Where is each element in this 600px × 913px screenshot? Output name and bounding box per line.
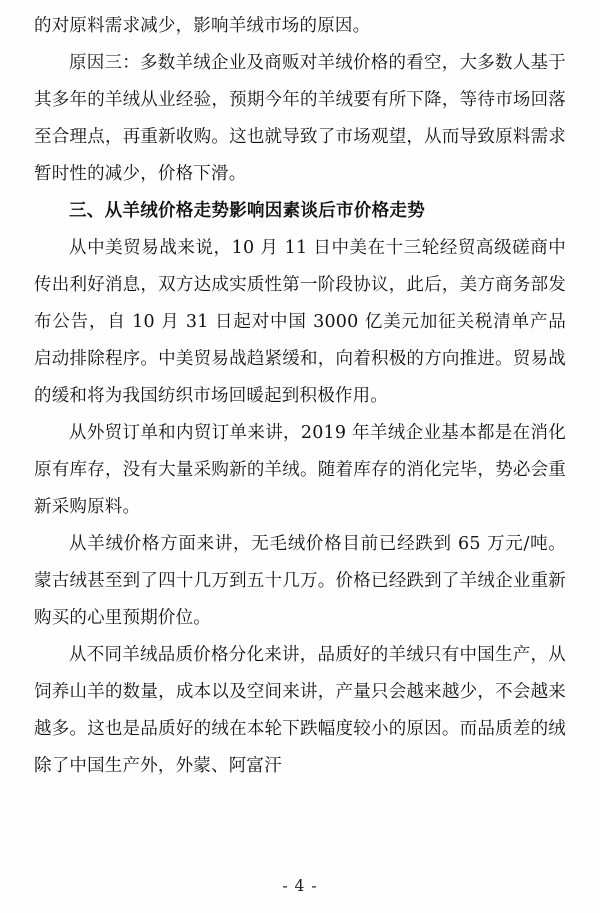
page-number: - 4 - — [282, 877, 318, 895]
paragraph-price: 从羊绒价格方面来讲，无毛绒价格目前已经跌到 65 万元/吨。蒙古绒甚至到了四十几万到五十几万。价格已经跌到了羊绒企业重新购买的心里预期价位。 — [34, 534, 566, 628]
paragraph-quality: 从不同羊绒品质价格分化来讲，品质好的羊绒只有中国生产，从饲养山羊的数量，成本以及空间来讲，产量只会越来越少，不会越来越多。这也是品质好的绒在本轮下跌幅度较小的原因。而品质差的绒除了中国生产外，外蒙、阿富汗 — [34, 645, 566, 776]
paragraph-continued: 的对原料需求减少，影响羊绒市场的原因。 — [34, 16, 371, 36]
section-heading: 三、从羊绒价格走势影响因素谈后市价格走势 — [69, 201, 425, 221]
paragraph-orders: 从外贸订单和内贸订单来讲，2019 年羊绒企业基本都是在消化原有库存，没有大量采购新的羊绒。随着库存的消化完毕，势必会重新采购原料。 — [34, 423, 566, 517]
paragraph-reason-three: 原因三：多数羊绒企业及商贩对羊绒价格的看空，大多数人基于其多年的羊绒从业经验，预期今年的羊绒要有所下降，等待市场回落至合理点，再重新收购。这也就导致了市场观望，从而导致原料需求暂时性的减少，价格下滑。 — [34, 53, 566, 184]
document-body — [34, 8, 566, 785]
paragraph-trade-war: 从中美贸易战来说，10 月 11 日中美在十三轮经贸高级磋商中传出利好消息，双方达成实质性第一阶段协议，此后，美方商务部发布公告，自 10 月 31 日起对中国 3000 亿美元加征关税清单产品启动排除程序。中美贸易战趋紧缓和，向着积极的方向推进。贸易战的缓和将为我国纺织市场回暖起到积极作用。 — [34, 238, 566, 406]
